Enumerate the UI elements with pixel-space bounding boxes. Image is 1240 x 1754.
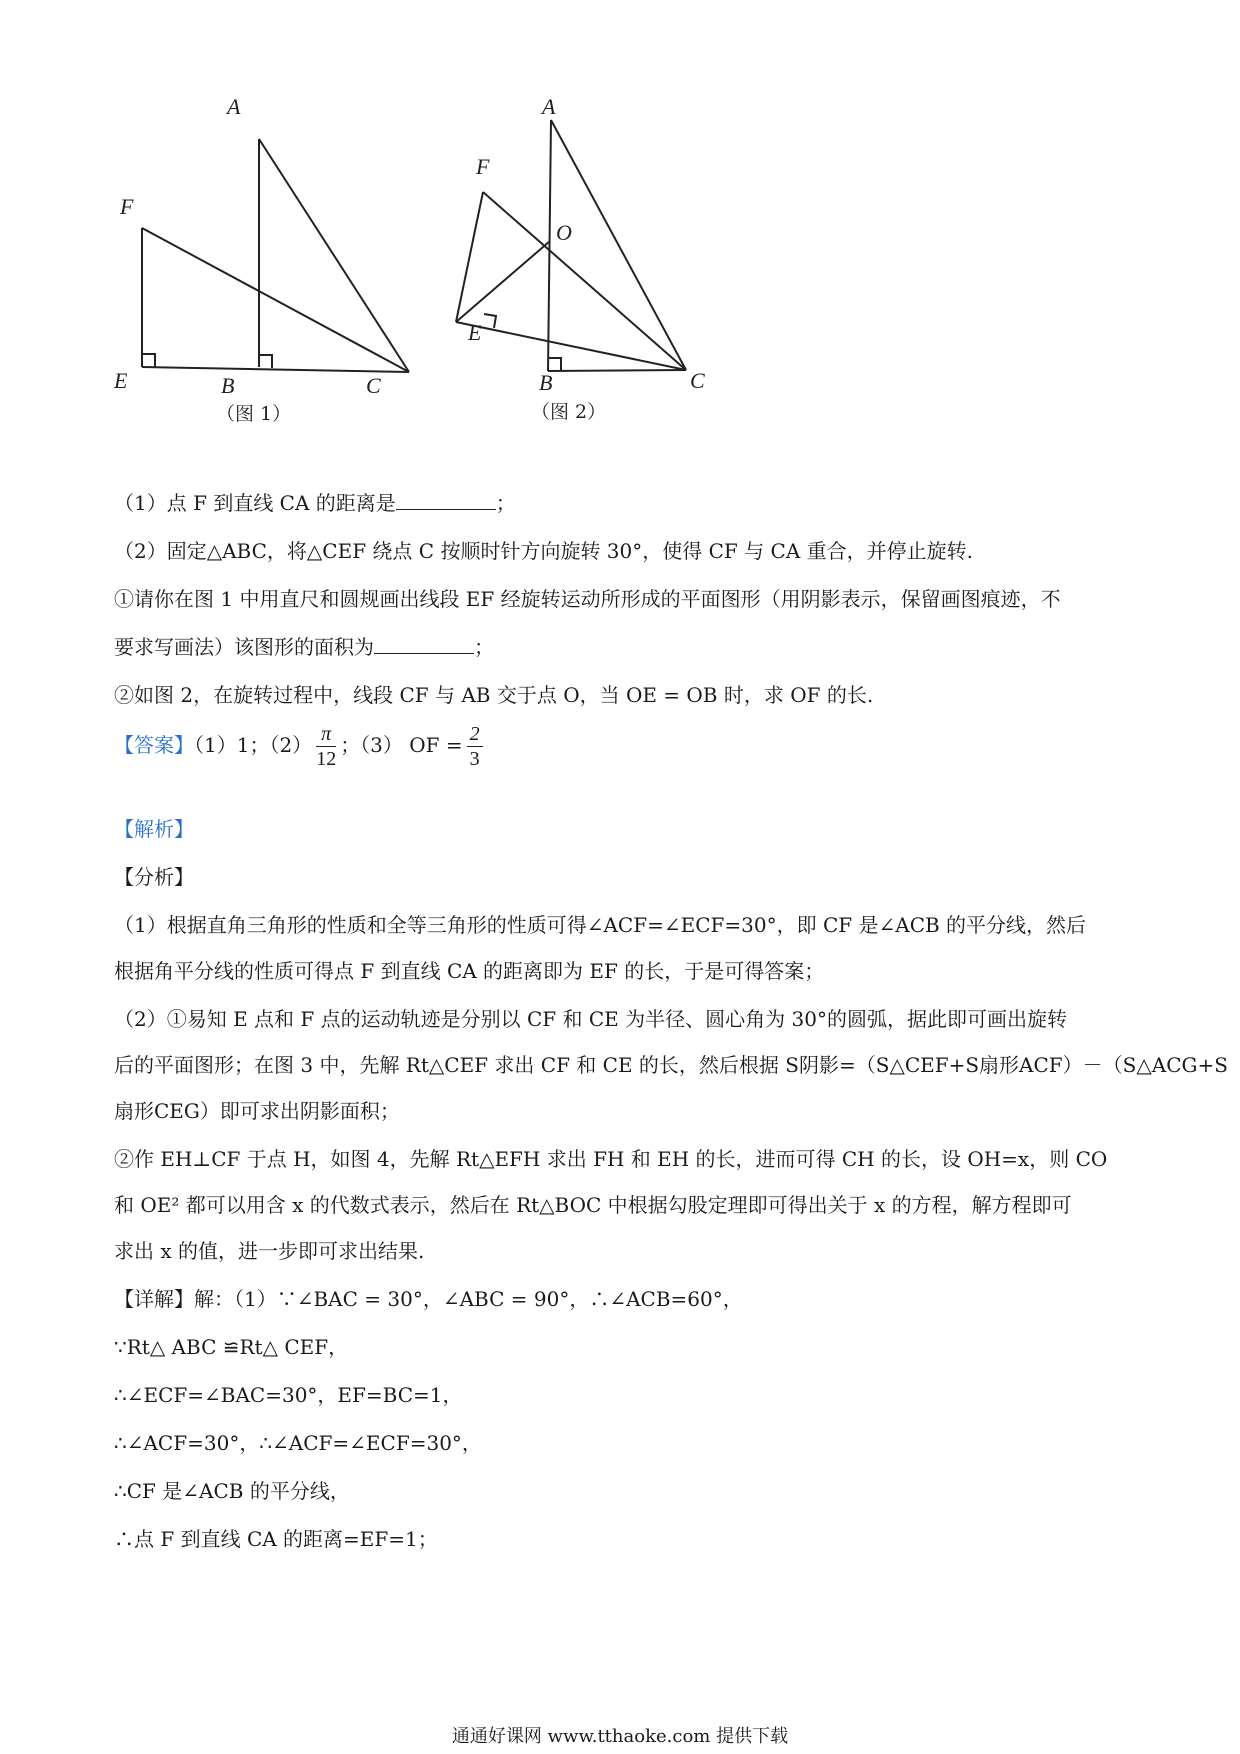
question-1-text: （1）点 F 到直线 CA 的距离是 (114, 491, 396, 515)
figure-2-extension (470, 98, 560, 398)
right-angle-mark-e (484, 314, 496, 328)
label-b: B (539, 370, 553, 395)
fraction-1-numerator: π (316, 722, 336, 747)
label-a: A (542, 94, 556, 119)
question-2-1-suffix: ； (474, 635, 494, 659)
label-e: E (468, 320, 482, 345)
label-c: C (366, 373, 381, 398)
label-o: O (556, 220, 572, 245)
fraction-2-over-3 (467, 722, 483, 771)
detail-line-5: ∴CF 是∠ACB 的平分线， (114, 1479, 350, 1503)
fraction-pi-over-12 (316, 722, 336, 771)
analysis-p3-line3: 求出 x 的值，进一步即可求出结果. (114, 1239, 425, 1263)
figure-2-caption: （图 2） (531, 401, 607, 423)
analysis-tag: 【解析】 (114, 817, 194, 841)
label-b: B (221, 373, 235, 398)
analysis-heading: 【分析】 (114, 865, 194, 889)
segment-fc (142, 228, 409, 372)
question-2-1-line2 (114, 632, 494, 662)
label-a: A (227, 94, 241, 119)
segment-ac (551, 120, 686, 370)
answer-part-2: ；（3） OF = (340, 733, 463, 757)
fraction-2-denominator: 3 (469, 748, 480, 770)
fraction-2-numerator: 2 (467, 722, 483, 747)
answer-tag: 【答案】 (114, 733, 194, 757)
figure-1 (114, 94, 440, 478)
label-e: E (114, 368, 128, 393)
question-2-1-text: 要求写画法）该图形的面积为 (114, 635, 374, 659)
analysis-p1-line1: （1）根据直角三角形的性质和全等三角形的性质可得∠ACF=∠ECF=30°，即 CF 是∠ACB 的平分线，然后 (114, 913, 1087, 937)
detail-line-3: ∴∠ECF=∠BAC=30°，EF=BC=1， (114, 1383, 463, 1407)
question-1-suffix: ； (495, 491, 516, 515)
right-angle-mark-e (142, 354, 155, 367)
segment-bc (548, 370, 686, 371)
fraction-1-denominator: 12 (316, 748, 337, 770)
answer-part-1: （1）1；（2） (194, 733, 313, 757)
detail-line-1: 【详解】解：（1）∵∠BAC = 30°，∠ABC = 90°，∴∠ACB=60°， (114, 1287, 743, 1311)
answer-line (114, 720, 487, 771)
detail-line-4: ∴∠ACF=30°，∴∠ACF=∠ECF=30°， (114, 1431, 482, 1455)
page-footer: 通通好课网 www.tthaoke.com 提供下载 (451, 1726, 789, 1747)
question-1 (114, 488, 516, 518)
right-angle-mark-b (259, 355, 272, 368)
analysis-p2-line1: （2）①易知 E 点和 F 点的运动轨迹是分别以 CF 和 CE 为半径、圆心角为 30°的圆弧，据此即可画出旋转 (114, 1007, 1067, 1031)
question-2-2: ②如图 2，在旋转过程中，线段 CF 与 AB 交于点 O，当 OE = OB 时，求 OF 的长. (114, 683, 874, 707)
analysis-p3-line2: 和 OE² 都可以用含 x 的代数式表示，然后在 Rt△BOC 中根据勾股定理即可得出关于 x 的方程，解方程即可 (114, 1193, 1072, 1217)
analysis-p2-line2: 后的平面图形；在图 3 中，先解 Rt△CEF 求出 CF 和 CE 的长，然后根据 S阴影=（S△CEF+S扇形ACF）－（S△ACG+S (114, 1053, 1228, 1077)
segment-ec (142, 367, 409, 372)
question-2: （2）固定△ABC，将△CEF 绕点 C 按顺时针方向旋转 30°，使得 CF 与 CA 重合，并停止旋转. (114, 539, 973, 563)
answer-blank-1 (396, 489, 496, 510)
analysis-p2-line3: 扇形CEG）即可求出阴影面积； (114, 1099, 400, 1123)
label-f: F (120, 194, 134, 219)
question-2-1-line1: ①请你在图 1 中用直尺和圆规画出线段 EF 经旋转运动所形成的平面图形（用阴影表示，保留画图痕迹，不 (114, 587, 1061, 611)
analysis-p1-line2: 根据角平分线的性质可得点 F 到直线 CA 的距离即为 EF 的长，于是可得答案； (114, 959, 825, 983)
detail-line-2: ∵Rt△ ABC ≌Rt△ CEF， (114, 1335, 349, 1359)
figure-1-caption: （图 1） (216, 403, 292, 425)
segment-ac (259, 139, 409, 372)
analysis-p3-line1: ②作 EH⊥CF 于点 H，如图 4，先解 Rt△EFH 求出 FH 和 EH 的长，进而可得 CH 的长，设 OH=x，则 CO (114, 1147, 1108, 1171)
detail-line-6: ∴点 F 到直线 CA 的距离=EF=1； (114, 1527, 438, 1551)
label-c: C (690, 368, 705, 393)
answer-blank-2 (374, 633, 474, 654)
label-f: F (476, 154, 490, 179)
